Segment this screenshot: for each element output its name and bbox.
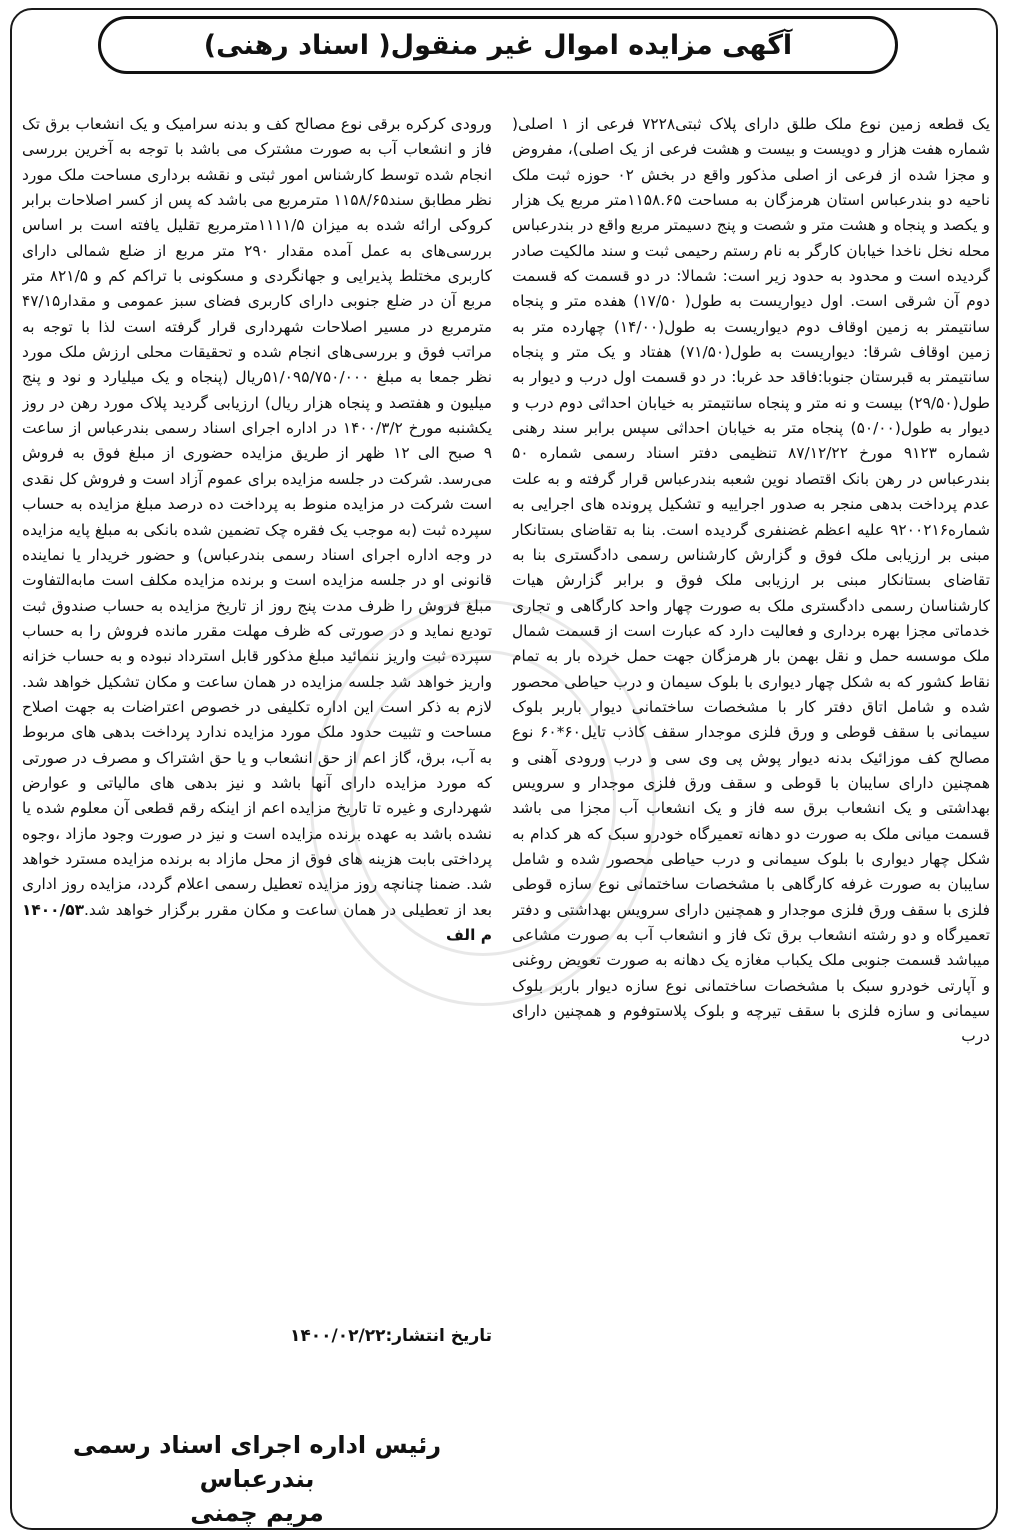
right-column: [512, 112, 990, 1522]
reference-code: ۱۴۰۰/۵۳ م الف: [22, 900, 492, 944]
signature-title: رئیس اداره اجرای اسناد رسمی بندرعباس: [72, 1431, 442, 1493]
title-banner: [98, 16, 898, 74]
left-column-text: ورودی کرکره برقی نوع مصالح کف و بدنه سرامیک و یک انشعاب برق تک فاز و انشعاب آب به صورت مشترک می باشد با توجه به آخرین بررسی انجام شده توسط کارشناس امور ثبتی و نقشه برداری مساحت ملک مورد نظر مطابق سند۱۱۵۸/۶۵ مترمربع می باشد که پس از کسر اصلاحات برابر کروکی ارائه شده به میزان ۱۱۱۱/۵مترمربع تقلیل یافته است بر اساس بررسی‌های به عمل آمده مقدار ۲۹۰ متر مربع از ضلع شمالی دارای کاربری مختلط پذیرایی و جهانگردی و مسکونی با تراکم کم و ۸۲۱/۵ متر مربع آن در ضلع جنوبی دارای کاربری فضای سبز عمومی و مقدار۴۷/۱۵ مترمربع در مسیر اصلاحات شهرداری قرار گرفته است لذا با توجه به مراتب فوق و بررسی‌های انجام شده و تحقیقات محلی ارزش ملک مورد نظر جمعا به مبلغ ۵۱/۰۹۵/۷۵۰/۰۰۰ریال (پنجاه و یک میلیارد و نود و پنج میلیون و هفتصد و پنجاه هزار ریال) ارزیابی گردید پلاک مورد رهن در روز یکشنبه مورخ ۱۴۰۰/۳/۲ در اداره اجرای اسناد رسمی بندرعباس از ساعت ۹ صبح الی ۱۲ ظهر از طریق مزایده حضوری از مبلغ فوق به فروش می‌رسد. شرکت در جلسه مزایده برای عموم آزاد است و فروش کل نقدی است شرکت در مزایده منوط به پرداخت ده درصد مبلغ مزایده به حساب سپرده ثبت (به موجب یک فقره چک تضمین شده بانکی به مبلغ پایه مزایده در وجه اداره اجرای اسناد رسمی بندرعباس) و حضور خریدار یا نماینده قانونی او در جلسه مزایده است و برنده مزایده مکلف است مابه‌التفاوت مبلغ فروش را ظرف مدت پنج روز از تاریخ مزایده به حساب صندوق ثبت تودیع نماید و در صورتی که ظرف مهلت مقرر مانده فروش را به حساب سپرده ثبت واریز ننمائید مبلغ مذکور قابل استرداد نبوده و به حساب خزانه واریز خواهد شد جلسه مزایده در همان ساعت و مکان تشکیل خواهد شد. لازم به ذکر است این اداره تکلیفی در خصوص اعتراضات به جهت اصلاح مساحت و تثبیت حدود ملک مورد مزایده ندارد پرداخت بدهی های مربوط به آب، برق، گاز اعم از حق انشعاب و یا حق اشتراک و مصرف در صورتی که مورد مزایده دارای آنها باشد و نیز بدهی های مالیاتی و عوارض شهرداری و غیره تا تاریخ مزایده اعم از اینکه رقم قطعی آن معلوم شده یا نشده باشد به عهده برنده مزایده است و نیز در صورت وجود مازاد ،وجوه پرداختی بابت هزینه های فوق از محل مازاد به برنده مزایده مسترد خواهد شد. ضمنا چنانچه روز مزایده تعطیل رسمی اعلام گردد، مزایده روز اداری بعد از تعطیلی در همان ساعت و مکان مقرر برگزار خواهد شد.: [22, 115, 492, 919]
left-column-body: [22, 112, 492, 948]
signature-name: مریم چمنی: [190, 1499, 324, 1527]
right-column-text: یک قطعه زمین نوع ملک طلق دارای پلاک ثبتی۷۲۲۸ فرعی از ۱ اصلی( شماره هفت هزار و دویست و بیست و هشت فرعی از یک اصلی)، مفروض و مجزا شده از فرعی از اصلی مذکور واقع در بخش ۰۲ حوزه ثبت ملک ناحیه دو بندرعباس استان هرمزگان به مساحت ۱۱۵۸.۶۵متر مربع یک هزار و یکصد و پنجاه و هشت متر و شصت و پنج دسیمتر مربع واقع در بندرعباس محله نخل ناخدا خیابان کارگر به نام رستم رحیمی ثبت و سند مالکیت صادر گردیده است و محدود به حدود زیر است: شمالا: در دو قسمت که قسمت دوم آن شرقی است. اول دیواریست به طول( ۱۷/۵۰) هفده متر و پنجاه سانتیمتر به زمین اوقاف دوم دیواریست به طول(۱۴/۰۰) چهارده متر به زمین اوقاف شرقا: دیواریست به طول(۷۱/۵۰) هفتاد و یک متر و پنجاه سانتیمتر به قبرستان جنوبا:فاقد حد غربا: در دو قسمت اول درب و دیوار به طول(۲۹/۵۰) بیست و نه متر و پنجاه سانتیمتر به خیابان احداثی دوم درب و دیوار به طول(۵۰/۰۰) پنجاه متر به خیابان احداثی سپس برابر سند رهنی شماره ۹۱۲۳ مورخ ۸۷/۱۲/۲۲ تنظیمی دفتر اسناد رسمی شماره ۵۰ بندرعباس در رهن بانک اقتصاد نوین شعبه بندرعباس قرار گرفته و به علت عدم پرداخت بدهی منجر به صدور اجراییه و تشکیل پرونده های اجرایی به شماره۹۲۰۰۲۱۶ علیه اعظم غضنفری گردیده است. بنا به تقاضای بستانکار مبنی بر ارزیابی ملک فوق و گزارش کارشناس رسمی دادگستری بنا به تقاضای بستانکار مبنی بر ارزیابی ملک فوق و برابر گزارش هیات کارشناسان رسمی دادگستری ملک به صورت چهار واحد کارگاهی و تجاری خدماتی مجزا بهره برداری و فعالیت دارد که عبارت است از قسمت شمال ملک موسسه حمل و نقل بهمن بار هرمزگان جهت حمل خرده بار به تمام نقاط کشور که به شکل چهار دیواری با بلوک سیمان و درب حیاطی محصور شده و شامل اتاق دفتر کار با مشخصات ساختمانی دیوار باربر بلوک سیمانی با سقف قوطی و ورق فلزی موجدار سقف کاذب تایل۶۰*۶۰ نوع مصالح کف موزائیک بدنه دیوار پوش پی وی سی و درب ورودی آهنی و همچنین دارای سایبان با قوطی و سقف ورق فلزی موجدار و سرویس بهداشتی و یک انشعاب برق سه فاز و یک انشعاب آب مجزا می باشد قسمت میانی ملک به صورت دو دهانه تعمیرگاه خودرو سبک که هر کدام به شکل چهار دیواری با بلوک سیمانی و درب حیاطی محصور شده و شامل سایبان به صورت غرفه کارگاهی با مشخصات ساختمانی نوع سازه قوطی فلزی با سقف ورق فلزی موجدار و همچنین دارای سرویس بهداشتی و دفتر تعمیرگاه و دو رشته انشعاب برق تک فاز و انشعاب آب به صورت مشاعی میباشد قسمت جنوبی ملک یکباب مغازه یک دهانه به صورت تعویض روغنی و آپارتی خودرو سبک با مشخصات ساختمانی نوع سازه دیوار باربر بلوک سیمانی و سازه فلزی با سقف تیرچه و بلوک پلاستوفوم و همچنین دارای درب: [512, 115, 990, 1046]
signature-block: [22, 1428, 492, 1530]
publication-date: تاریخ انتشار:۱۴۰۰/۰۲/۲۲: [290, 1326, 492, 1346]
page-title: آگهی مزایده اموال غیر منقول( اسناد رهنی): [203, 29, 793, 61]
left-column: [22, 112, 492, 1222]
